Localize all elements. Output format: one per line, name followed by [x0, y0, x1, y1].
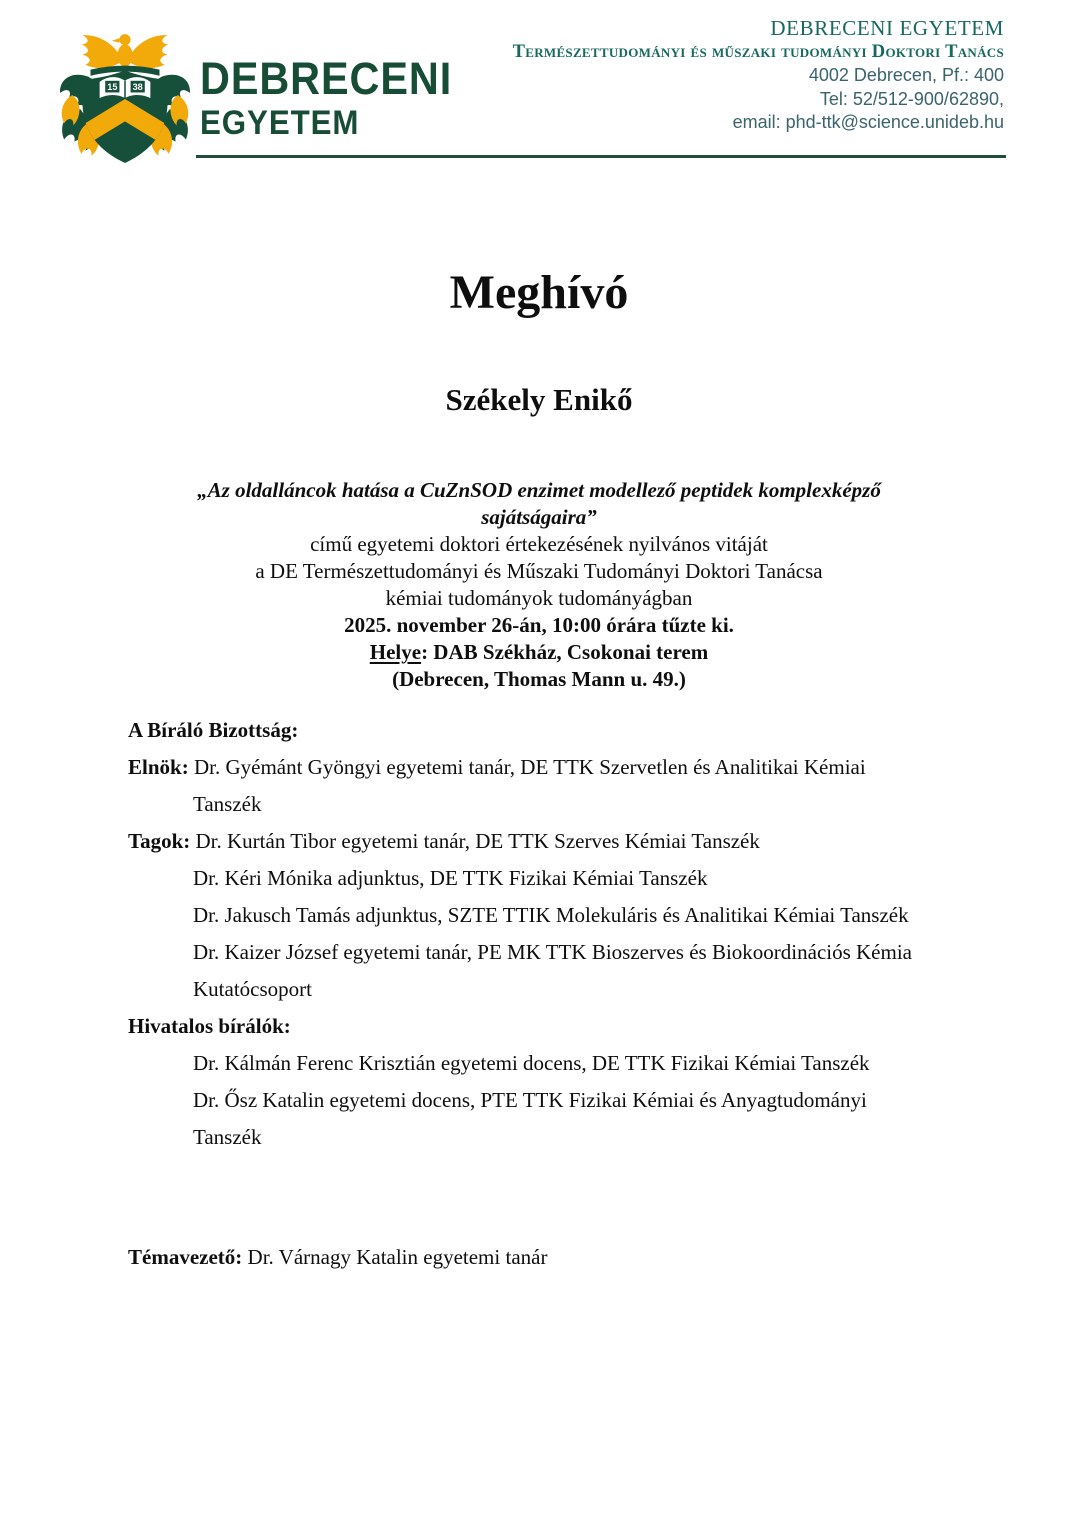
discipline-line: kémiai tudományok tudományágban [385, 586, 693, 610]
supervisor-line [128, 1239, 1038, 1276]
date-line: 2025. november 26-án, 10:00 órára tűzte ki. [344, 613, 734, 637]
wordmark-line1: DEBRECENI [200, 53, 453, 104]
defense-intro-line: című egyetemi doktori értekezésének nyilvános vitáját [310, 532, 768, 556]
thesis-title-line2: sajátságaira” [481, 505, 597, 529]
row-text: Dr. Kéri Mónika adjunktus, DE TTK Fizikai Kémiai Tanszék [193, 866, 708, 890]
row-label: Elnök: [128, 755, 189, 779]
doctoral-council-name: Természettudományi és műszaki tudományi Doktori Tanács [512, 42, 1004, 62]
row-text: Tanszék [193, 1125, 262, 1149]
wordmark-line2: EGYETEM [200, 104, 360, 142]
committee-row-member-1 [128, 823, 1038, 860]
university-wordmark [200, 53, 474, 142]
org-phone: Tel: 52/512-900/62890, [819, 88, 1004, 109]
row-text: Kutatócsoport [193, 977, 312, 1001]
row-text: Dr. Ősz Katalin egyetemi docens, PTE TTK Fizikai Kémiai és Anyagtudományi [193, 1088, 867, 1112]
reviewer-row-2 [193, 1082, 1038, 1119]
venue-label: Helye [369, 640, 422, 664]
committee-heading: A Bíráló Bizottság: [128, 718, 299, 742]
row-text: Dr. Kálmán Ferenc Krisztián egyetemi docens, DE TTK Fizikai Kémiai Tanszék [193, 1051, 870, 1075]
row-text: Dr. Kurtán Tibor egyetemi tanár, DE TTK Szerves Kémiai Tanszék [190, 829, 760, 853]
phoenix-icon [81, 34, 168, 68]
committee-row-member-4 [193, 934, 1038, 971]
thesis-title-line1: „Az oldalláncok hatása a CuZnSOD enzimet modellező peptidek komplexképző [197, 478, 881, 502]
reviewer-row-1 [193, 1045, 1038, 1082]
venue-value: : DAB Székház, Csokonai terem [421, 640, 709, 664]
council-line: a DE Természettudományi és Műszaki Tudományi Doktori Tanácsa [255, 559, 823, 583]
committee-section [128, 712, 1038, 1156]
org-address: 4002 Debrecen, Pf.: 400 [808, 65, 1004, 85]
university-crest-logo [53, 24, 197, 166]
invitation-body [80, 477, 998, 693]
document-title: Meghívó [449, 266, 629, 319]
supervisor-label: Témavezető: [128, 1245, 243, 1269]
letterhead-contact-block [513, 16, 1004, 135]
row-text: Dr. Gyémánt Gyöngyi egyetemi tanár, DE TTK Szervetlen és Analitikai Kémiai [188, 755, 866, 779]
book-year-right: 38 [132, 81, 143, 92]
committee-row-member-4-cont [193, 971, 1038, 1008]
row-label: Tagok: [128, 829, 191, 853]
committee-row-member-3 [193, 897, 1038, 934]
candidate-name: Székely Enikő [445, 382, 633, 417]
committee-row-member-2 [193, 860, 1038, 897]
row-text: Dr. Jakusch Tamás adjunktus, SZTE TTIK Molekuláris és Analitikai Kémiai Tanszék [193, 903, 909, 927]
reviewers-heading: Hivatalos bírálók: [128, 1014, 291, 1038]
supervisor-name: Dr. Várnagy Katalin egyetemi tanár [242, 1245, 548, 1269]
letterhead-divider [196, 155, 1006, 158]
row-text: Dr. Kaizer József egyetemi tanár, PE MK TTK Bioszerves és Biokoordinációs Kémia [193, 940, 912, 964]
committee-row-chair-cont [193, 786, 1038, 823]
org-name: DEBRECENI EGYETEM [770, 16, 1004, 40]
reviewer-row-2-cont [193, 1119, 1038, 1156]
venue-line [80, 639, 998, 666]
book-year-left: 15 [107, 81, 118, 92]
org-email: email: phd-ttk@science.unideb.hu [732, 112, 1004, 132]
address-line: (Debrecen, Thomas Mann u. 49.) [392, 667, 686, 691]
row-text: Tanszék [193, 792, 262, 816]
committee-row-chair [128, 749, 1038, 786]
